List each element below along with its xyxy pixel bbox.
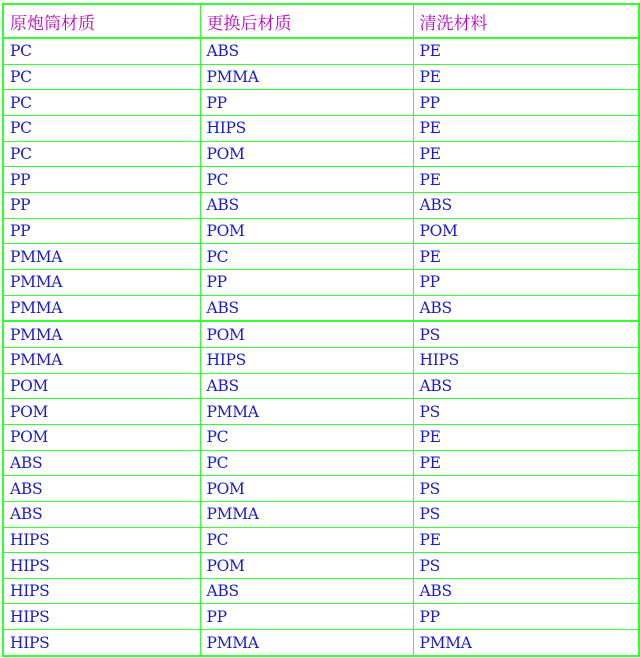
cell-replacement-material: POM (200, 218, 413, 244)
cell-replacement-material: PC (200, 450, 413, 476)
table-row (3, 553, 639, 579)
cell-original-material: PP (3, 218, 200, 244)
table-row (3, 501, 639, 527)
cell-cleaning-material: PS (413, 321, 639, 347)
cell-cleaning-material: PE (413, 167, 639, 193)
cell-cleaning-material: PP (413, 90, 639, 116)
table-row (3, 38, 639, 64)
cell-original-material: HIPS (3, 578, 200, 604)
cell-replacement-material: ABS (200, 295, 413, 321)
cell-original-material: HIPS (3, 553, 200, 579)
cell-original-material: POM (3, 373, 200, 399)
cell-cleaning-material: POM (413, 218, 639, 244)
cell-cleaning-material: ABS (413, 192, 639, 218)
cell-replacement-material: PC (200, 244, 413, 270)
cell-replacement-material: PMMA (200, 64, 413, 90)
table-row (3, 399, 639, 425)
cell-replacement-material: ABS (200, 578, 413, 604)
table-row (3, 347, 639, 373)
table-row (3, 244, 639, 270)
table-row (3, 295, 639, 321)
table-row (3, 630, 639, 656)
cell-cleaning-material: PE (413, 38, 639, 64)
cell-original-material: PC (3, 38, 200, 64)
cell-original-material: HIPS (3, 630, 200, 656)
table-row (3, 64, 639, 90)
cell-replacement-material: ABS (200, 38, 413, 64)
cell-cleaning-material: PE (413, 450, 639, 476)
table-row (3, 269, 639, 295)
cell-cleaning-material: PP (413, 269, 639, 295)
cell-cleaning-material: PS (413, 476, 639, 502)
cell-cleaning-material: ABS (413, 578, 639, 604)
cell-cleaning-material: PS (413, 501, 639, 527)
cell-original-material: PMMA (3, 244, 200, 270)
cell-replacement-material: ABS (200, 192, 413, 218)
cell-replacement-material: HIPS (200, 347, 413, 373)
cell-replacement-material: PC (200, 167, 413, 193)
cell-original-material: ABS (3, 501, 200, 527)
table-row (3, 321, 639, 347)
cell-original-material: PC (3, 141, 200, 167)
cell-replacement-material: PP (200, 90, 413, 116)
cell-cleaning-material: PS (413, 399, 639, 425)
cell-original-material: PMMA (3, 269, 200, 295)
table-row (3, 578, 639, 604)
cell-replacement-material: PMMA (200, 630, 413, 656)
cell-replacement-material: PMMA (200, 399, 413, 425)
table-row (3, 141, 639, 167)
table-row (3, 115, 639, 141)
cell-replacement-material: POM (200, 476, 413, 502)
cell-original-material: PP (3, 192, 200, 218)
cell-replacement-material: POM (200, 141, 413, 167)
cell-replacement-material: POM (200, 553, 413, 579)
cell-replacement-material: PC (200, 424, 413, 450)
cell-original-material: PC (3, 115, 200, 141)
table-row (3, 90, 639, 116)
table-row (3, 604, 639, 630)
cell-original-material: POM (3, 399, 200, 425)
cell-replacement-material: PC (200, 527, 413, 553)
cell-original-material: PC (3, 64, 200, 90)
material-purge-table (2, 3, 640, 657)
cell-cleaning-material: PE (413, 527, 639, 553)
cell-replacement-material: PP (200, 269, 413, 295)
cell-cleaning-material: HIPS (413, 347, 639, 373)
cell-cleaning-material: PE (413, 115, 639, 141)
cell-original-material: HIPS (3, 527, 200, 553)
cell-original-material: PP (3, 167, 200, 193)
table-row (3, 450, 639, 476)
header-original-material: 原炮筒材质 (3, 4, 200, 38)
cell-original-material: HIPS (3, 604, 200, 630)
cell-original-material: POM (3, 424, 200, 450)
header-replacement-material: 更换后材质 (200, 4, 413, 38)
cell-replacement-material: HIPS (200, 115, 413, 141)
table-body (3, 38, 639, 656)
table-row (3, 476, 639, 502)
table-row (3, 192, 639, 218)
cell-cleaning-material: PE (413, 141, 639, 167)
table-row (3, 527, 639, 553)
table-row (3, 218, 639, 244)
cell-replacement-material: PP (200, 604, 413, 630)
table-header (3, 4, 639, 38)
header-row (3, 4, 639, 38)
cell-original-material: PC (3, 90, 200, 116)
cell-cleaning-material: PP (413, 604, 639, 630)
cell-cleaning-material: PE (413, 244, 639, 270)
cell-original-material: ABS (3, 450, 200, 476)
table-row (3, 424, 639, 450)
cell-original-material: PMMA (3, 321, 200, 347)
cell-cleaning-material: PMMA (413, 630, 639, 656)
cell-cleaning-material: ABS (413, 373, 639, 399)
cell-replacement-material: POM (200, 321, 413, 347)
cell-original-material: ABS (3, 476, 200, 502)
cell-cleaning-material: PE (413, 424, 639, 450)
cell-cleaning-material: PS (413, 553, 639, 579)
cell-cleaning-material: PE (413, 64, 639, 90)
cell-cleaning-material: ABS (413, 295, 639, 321)
table-row (3, 373, 639, 399)
header-cleaning-material: 清洗材料 (413, 4, 639, 38)
cell-replacement-material: PMMA (200, 501, 413, 527)
cell-original-material: PMMA (3, 295, 200, 321)
cell-original-material: PMMA (3, 347, 200, 373)
cell-replacement-material: ABS (200, 373, 413, 399)
table-row (3, 167, 639, 193)
